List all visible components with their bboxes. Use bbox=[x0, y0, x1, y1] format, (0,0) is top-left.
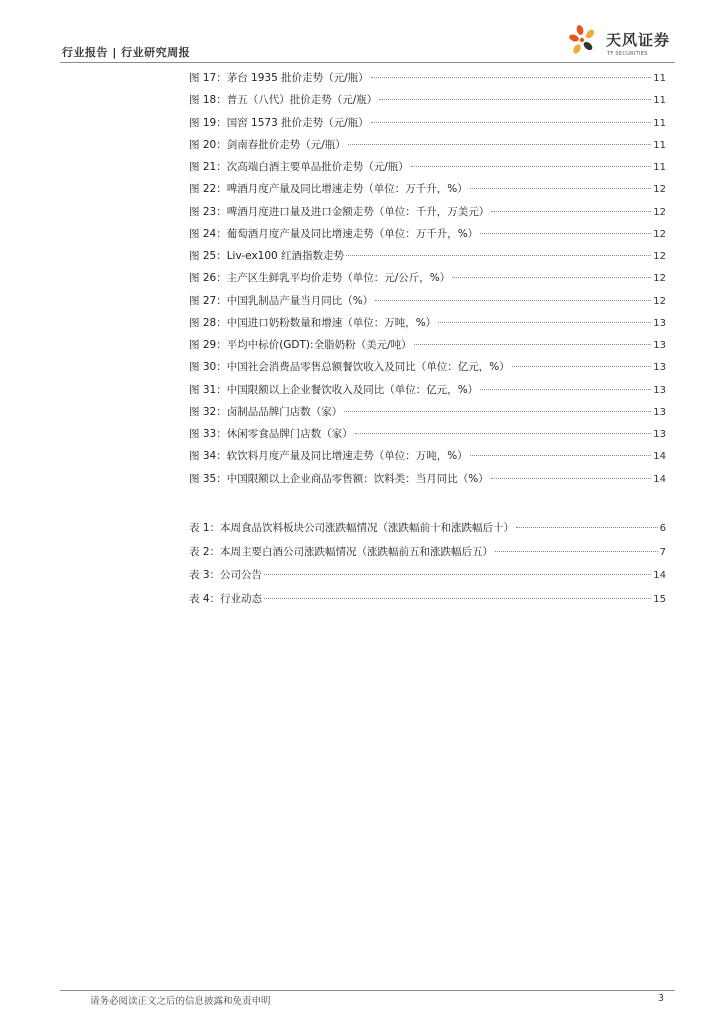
figure-toc-entry-page: 11 bbox=[653, 117, 666, 129]
logo-text: 天风证券 bbox=[606, 31, 671, 49]
figure-toc-entry-label: 图 30：中国社会消费品零售总额餐饮收入及同比（单位：亿元，%） bbox=[189, 361, 510, 374]
table-toc-entry-label: 表 3：公司公告 bbox=[189, 569, 263, 581]
figure-list bbox=[189, 70, 666, 493]
figure-toc-entry-label: 图 27：中国乳制品产量当月同比（%） bbox=[189, 294, 374, 307]
figure-toc-entry[interactable] bbox=[189, 181, 666, 203]
figure-toc-entry[interactable] bbox=[189, 137, 666, 159]
figure-toc-entry-page: 12 bbox=[653, 228, 666, 240]
dot-leader bbox=[495, 551, 658, 552]
figure-toc-entry-label: 图 28：中国进口奶粉数量和增速（单位：万吨，%） bbox=[189, 316, 437, 329]
figure-toc-entry-page: 12 bbox=[653, 206, 666, 218]
figure-toc-entry[interactable] bbox=[189, 315, 666, 337]
figure-toc-entry[interactable] bbox=[189, 382, 666, 404]
table-toc-entry-label: 表 4：行业动态 bbox=[189, 592, 263, 605]
figure-toc-entry-page: 13 bbox=[653, 406, 666, 418]
dot-leader bbox=[470, 455, 652, 456]
figure-toc-entry-page: 13 bbox=[653, 362, 666, 374]
table-toc-entry-page: 7 bbox=[659, 546, 666, 558]
figure-toc-entry-page: 13 bbox=[653, 429, 666, 440]
header-divider bbox=[60, 62, 675, 63]
company-logo bbox=[566, 22, 676, 62]
figure-toc-entry-label: 图 29：平均中标价(GDT):全脂奶粉（美元/吨） bbox=[189, 339, 412, 351]
figure-toc-entry-page: 12 bbox=[653, 295, 666, 307]
figure-toc-entry[interactable] bbox=[189, 337, 666, 359]
figure-toc-entry-label: 图 23：啤酒月度进口量及进口金额走势（单位：千升，万美元） bbox=[189, 205, 490, 218]
figure-toc-entry[interactable] bbox=[189, 471, 666, 493]
figure-toc-entry[interactable] bbox=[189, 159, 666, 181]
figure-toc-entry-label: 图 25：Liv-ex100 红酒指数走势 bbox=[189, 250, 345, 262]
figure-toc-entry-label: 图 21：次高端白酒主要单品批价走势（元/瓶） bbox=[189, 161, 409, 173]
dot-leader bbox=[480, 233, 651, 234]
figure-toc-entry[interactable] bbox=[189, 92, 666, 114]
figure-toc-entry-label: 图 35：中国限额以上企业商品零售额：饮料类：当月同比（%） bbox=[189, 472, 489, 485]
figure-toc-entry-page: 11 bbox=[653, 95, 666, 107]
dot-leader bbox=[491, 211, 651, 212]
page-number: 3 bbox=[657, 993, 664, 1004]
table-list bbox=[189, 520, 666, 614]
figure-toc-entry-label: 图 34：软饮料月度产量及同比增速走势（单位：万吨，%） bbox=[189, 450, 468, 463]
dot-leader bbox=[470, 188, 652, 189]
footer-disclaimer: 请务必阅读正文之后的信息披露和免责申明 bbox=[90, 996, 271, 1007]
table-toc-entry-page: 6 bbox=[659, 523, 666, 534]
figure-toc-entry-label: 图 31：中国限额以上企业餐饮收入及同比（单位：亿元，%） bbox=[189, 383, 479, 396]
figure-toc-entry[interactable] bbox=[189, 70, 666, 92]
table-toc-entry-label: 表 2：本周主要白酒公司涨跌幅情况（涨跌幅前五和涨跌幅后五） bbox=[189, 545, 494, 558]
table-toc-entry[interactable] bbox=[189, 520, 666, 544]
table-toc-entry[interactable] bbox=[189, 591, 666, 615]
dot-leader bbox=[344, 411, 651, 412]
figure-toc-entry-page: 12 bbox=[653, 273, 666, 285]
dot-leader bbox=[371, 77, 652, 78]
figure-toc-entry[interactable] bbox=[189, 404, 666, 426]
table-toc-entry[interactable] bbox=[189, 544, 666, 568]
figure-toc-entry-page: 14 bbox=[653, 473, 666, 485]
figure-toc-entry-label: 图 17：茅台 1935 批价走势（元/瓶） bbox=[189, 72, 369, 84]
figure-toc-entry[interactable] bbox=[189, 115, 666, 137]
header-report-type: 行业报告 | 行业研究周报 bbox=[62, 46, 191, 59]
figure-toc-entry-page: 11 bbox=[653, 139, 666, 151]
figure-toc-entry-label: 图 33：休闲零食品牌门店数（家） bbox=[189, 428, 353, 440]
figure-toc-entry-label: 图 22：啤酒月度产量及同比增速走势（单位：万千升，%） bbox=[189, 183, 468, 196]
figure-toc-entry-page: 13 bbox=[653, 317, 666, 329]
footer-divider bbox=[60, 990, 675, 991]
dot-leader bbox=[414, 344, 652, 345]
figure-toc-entry[interactable] bbox=[189, 448, 666, 470]
dot-leader bbox=[512, 366, 652, 367]
figure-toc-entry-label: 图 19：国窖 1573 批价走势（元/瓶） bbox=[189, 116, 369, 129]
dot-leader bbox=[371, 122, 652, 123]
figure-toc-entry-label: 图 32：卤制品品牌门店数（家） bbox=[189, 405, 343, 418]
table-toc-entry[interactable] bbox=[189, 567, 666, 591]
dot-leader bbox=[379, 99, 651, 100]
dot-leader bbox=[348, 144, 652, 145]
figure-toc-entry-label: 图 26：主产区生鲜乳平均价走势（单位：元/公斤，%） bbox=[189, 272, 451, 285]
figure-toc-entry[interactable] bbox=[189, 248, 666, 270]
dot-leader bbox=[438, 322, 651, 323]
table-toc-entry-page: 14 bbox=[653, 570, 666, 581]
dot-leader bbox=[411, 166, 652, 167]
figure-toc-entry[interactable] bbox=[189, 204, 666, 226]
figure-toc-entry[interactable] bbox=[189, 226, 666, 248]
figure-toc-entry-label: 图 24：葡萄酒月度产量及同比增速走势（单位：万千升，%） bbox=[189, 227, 479, 240]
figure-toc-entry-page: 12 bbox=[653, 184, 666, 196]
dot-leader bbox=[375, 300, 651, 301]
dot-leader bbox=[355, 433, 652, 434]
figure-toc-entry[interactable] bbox=[189, 293, 666, 315]
figure-toc-entry-label: 图 18：普五（八代）批价走势（元/瓶） bbox=[189, 94, 378, 107]
dot-leader bbox=[346, 255, 651, 256]
figure-toc-entry-page: 11 bbox=[653, 162, 666, 173]
table-toc-entry-label: 表 1：本周食品饮料板块公司涨跌幅情况（涨跌幅前十和涨跌幅后十） bbox=[189, 522, 515, 534]
dot-leader bbox=[516, 527, 658, 528]
figure-toc-entry[interactable] bbox=[189, 426, 666, 448]
dot-leader bbox=[452, 277, 651, 278]
dot-leader bbox=[480, 389, 651, 390]
petal-logo-icon bbox=[566, 22, 606, 62]
figure-toc-entry[interactable] bbox=[189, 359, 666, 381]
figure-toc-entry-label: 图 20：剑南春批价走势（元/瓶） bbox=[189, 138, 346, 151]
figure-toc-entry[interactable] bbox=[189, 270, 666, 292]
figure-toc-entry-page: 13 bbox=[653, 384, 666, 396]
figure-toc-entry-page: 11 bbox=[653, 73, 666, 84]
figure-toc-entry-page: 13 bbox=[653, 340, 666, 351]
dot-leader bbox=[264, 574, 651, 575]
logo-text-en: TF SECURITIES bbox=[607, 51, 648, 57]
table-toc-entry-page: 15 bbox=[653, 593, 666, 605]
dot-leader bbox=[264, 598, 651, 599]
dot-leader bbox=[491, 478, 652, 479]
figure-toc-entry-page: 14 bbox=[653, 451, 666, 463]
figure-toc-entry-page: 12 bbox=[653, 251, 666, 262]
